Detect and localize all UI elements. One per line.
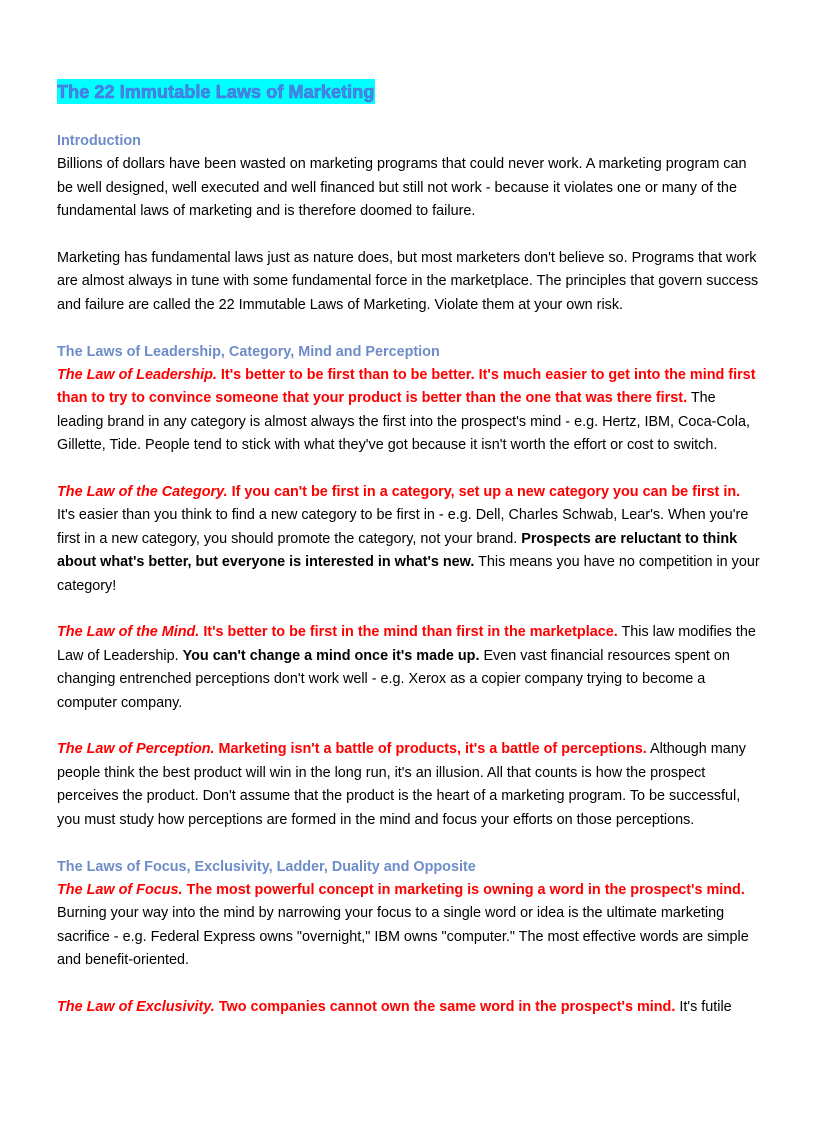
paragraph-spacer (57, 715, 762, 738)
law-statement: If you can't be first in a category, set up a new category you can be first in. (231, 484, 741, 501)
law-emphasis: You can't change a mind once it's made up. (182, 647, 480, 664)
law-description: Burning your way into the mind by narrowing your focus to a single word or idea is the ultimate marketing sacrifice - e.g. Federal Express owns "overnight," IBM owns "computer." The most effective words are simple and benefit-oriented. (57, 905, 749, 969)
paragraph-spacer (57, 598, 762, 621)
law-emphasis: Prospects are reluctant to think about what's better, but everyone is interested in what's new. (57, 530, 738, 571)
document-title: The 22 Immutable Laws of Marketing (57, 79, 375, 104)
law-of-perception (57, 738, 762, 832)
introduction-heading: Introduction (57, 133, 141, 149)
section-heading-focus-exclusivity-ladder-duality-opposite: The Laws of Focus, Exclusivity, Ladder, Duality and Opposite (57, 858, 476, 875)
law-name: The Law of Leadership. (57, 367, 217, 384)
law-of-exclusivity (57, 996, 762, 1019)
law-of-leadership (57, 364, 762, 458)
law-description-continued: This means you have no competition in your category! (57, 554, 760, 594)
paragraph-spacer (57, 832, 762, 855)
introduction-paragraph-1: Billions of dollars have been wasted on marketing programs that could never work. A marketing program can be well designed, well executed and well financed but still not work - because it violates one or many of the fundamental laws of marketing and is therefore doomed to failure. (57, 156, 747, 220)
paragraph-spacer (57, 317, 762, 340)
introduction-paragraph-2: Marketing has fundamental laws just as nature does, but most marketers don't believe so. Programs that work are almost always in tune with some fundamental force in the marketplace. The principles that govern success and failure are called the 22 Immutable Laws of Marketing. Violate them at your own risk. (57, 250, 759, 313)
paragraph-spacer (57, 458, 762, 481)
law-statement: The most powerful concept in marketing is owning a word in the prospect's mind. (186, 881, 745, 898)
law-description: The leading brand in any category is almost always the first into the prospect's mind - e.g. Hertz, IBM, Coca-Cola, Gillette, Tide. People tend to stick with what they've got because it isn't worth the effort or cost to switch. (57, 390, 751, 454)
law-statement: Two companies cannot own the same word in the prospect's mind. (218, 998, 676, 1015)
law-description: It's futile (679, 998, 732, 1015)
law-name: The Law of Exclusivity. (57, 998, 215, 1015)
law-description: It's easier than you think to find a new category to be first in - e.g. Dell, Charles Schwab, Lear's. When you're first in a new category, you should promote the category, not your brand. (57, 507, 749, 547)
law-statement: It's better to be first in the mind than first in the marketplace. (203, 624, 618, 641)
paragraph-spacer (57, 973, 762, 996)
paragraph-spacer (57, 224, 762, 247)
law-statement: Marketing isn't a battle of products, it's a battle of perceptions. (218, 741, 647, 758)
law-of-focus (57, 879, 762, 973)
law-name: The Law of Focus. (57, 881, 183, 898)
law-description-continued: Even vast financial resources spent on changing entrenched perceptions don't work well - e.g. Xerox as a copier company trying to become a computer company. (57, 647, 730, 711)
law-description: This law modifies the Law of Leadership. (57, 624, 756, 664)
law-name: The Law of the Mind. (57, 624, 200, 641)
law-statement: It's better to be first than to be better. It's much easier to get into the mind first than to try to convince someone that your product is better than the one that was there first. (57, 367, 756, 407)
law-of-the-mind (57, 621, 762, 715)
law-description: Although many people think the best product will win in the long run, it's an illusion. All that counts is how the prospect perceives the product. Don't assume that the product is the heart of a marketing program. To be successful, you must study how perceptions are formed in the mind and focus your efforts on those perceptions. (57, 741, 746, 828)
document-body (57, 130, 762, 1019)
law-of-the-category (57, 481, 762, 598)
law-name: The Law of the Category. (57, 484, 228, 501)
law-name: The Law of Perception. (57, 741, 215, 758)
section-heading-leadership-category-mind-perception: The Laws of Leadership, Category, Mind and Perception (57, 343, 440, 360)
